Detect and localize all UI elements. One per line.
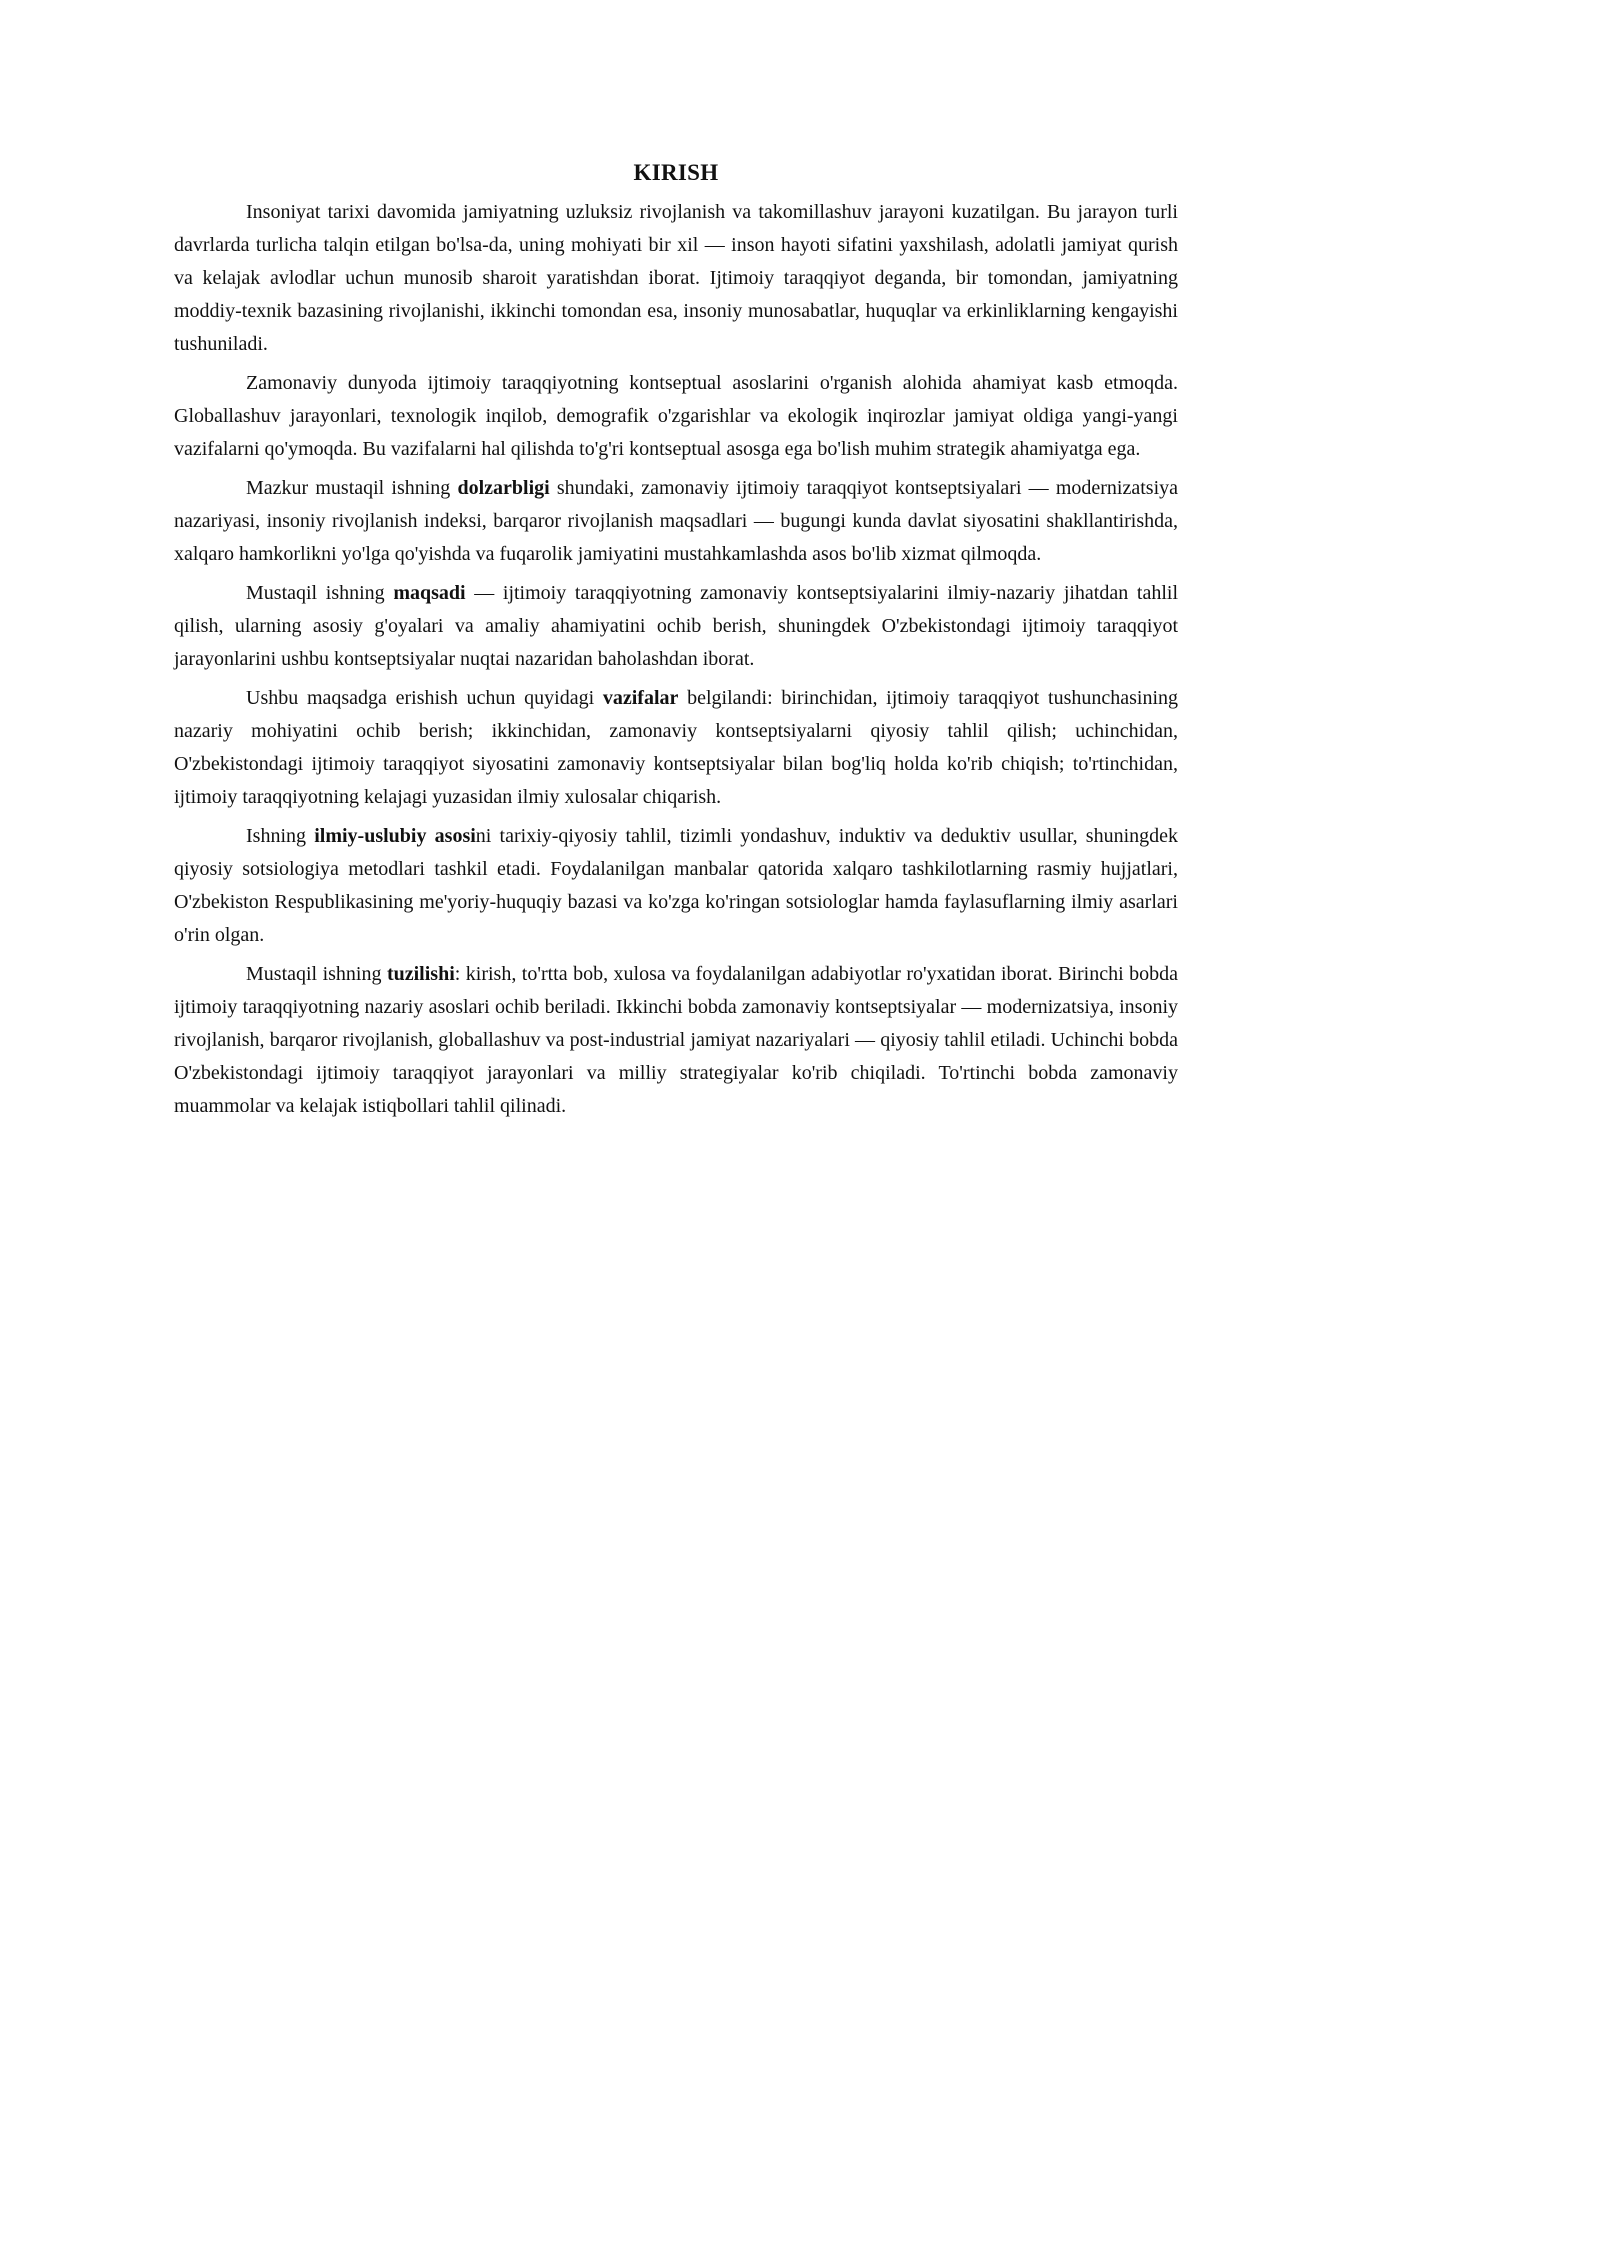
paragraph-text-before: Ushbu maqsadga erishish uchun quyidagi: [246, 687, 603, 709]
paragraph-text-after: belgilandi: birinchidan, ijtimoiy taraqqiyot tushunchasining nazariy mohiyatini ochib berish; ikkinchidan, zamonaviy kontseptsiyalarni qiyosiy tahlil qilish; uchinchidan, O'zbekistondagi ijtimoiy taraqqiyot siyosatini zamonaviy kontseptsiyalar bilan bog'liq holda ko'rib chiqish; to'rtinchidan, ijtimoiy taraqqiyotning kelajagi yuzasidan ilmiy xulosalar chiqarish.: [174, 687, 1178, 808]
paragraph-text-before: Mustaqil ishning: [246, 582, 394, 604]
paragraph-text: Insoniyat tarixi davomida jamiyatning uzluksiz rivojlanish va takomillashuv jarayoni kuzatilgan. Bu jarayon turli davrlarda turlicha talqin etilgan bo'lsa-da, uning mohiyati bir xil — inson hayoti sifatini yaxshilash, adolatli jamiyat qurish va kelajak avlodlar uchun munosib sharoit yaratishdan iborat. Ijtimoiy taraqqiyot deganda, bir tomondan, jamiyatning moddiy-texnik bazasining rivojlanishi, ikkinchi tomondan esa, insoniy munosabatlar, huquqlar va erkinliklarning kengayishi tushuniladi.: [174, 201, 1178, 355]
paragraph-text-before: Ishning: [246, 825, 315, 847]
paragraph-keyword: dolzarbligi: [457, 477, 550, 499]
paragraph-text-after: — ijtimoiy taraqqiyotning zamonaviy kontseptsiyalarini ilmiy-nazariy jihatdan tahlil qilish, ularning asosiy g'oyalari va amaliy ahamiyatini ochib berish, shuningdek O'zbekistondagi ijtimoiy taraqqiyot jarayonlarini ushbu kontseptsiyalar nuqtai nazaridan baholashdan iborat.: [174, 582, 1178, 670]
paragraph-maqsadi: [174, 577, 1178, 676]
paragraph-dolzarbligi: [174, 472, 1178, 571]
paragraph-vazifalar: [174, 682, 1178, 814]
paragraph-text-after: : kirish, to'rtta bob, xulosa va foydalanilgan adabiyotlar ro'yxatidan iborat. Birinchi bobda ijtimoiy taraqqiyotning nazariy asoslari ochib beriladi. Ikkinchi bobda zamonaviy kontseptsiyalar — modernizatsiya, insoniy rivojlanish, barqaror rivojlanish, globallashuv va post-industrial jamiyat nazariyalari — qiyosiy tahlil etiladi. Uchinchi bobda O'zbekistondagi ijtimoiy taraqqiyot jarayonlari va milliy strategiyalar ko'rib chiqiladi. To'rtinchi bobda zamonaviy muammolar va kelajak istiqbollari tahlil qilinadi.: [174, 963, 1178, 1117]
paragraph-tuzilishi: [174, 958, 1178, 1123]
paragraph-relevance-context: [174, 367, 1178, 466]
paragraph-keyword: vazifalar: [602, 687, 679, 709]
paragraph-text: Zamonaviy dunyoda ijtimoiy taraqqiyotning kontseptual asoslarini o'rganish alohida ahamiyat kasb etmoqda. Globallashuv jarayonlari, texnologik inqilob, demografik o'zgarishlar va ekologik inqirozlar jamiyat oldiga yangi-yangi vazifalarni qo'ymoqda. Bu vazifalarni hal qilishda to'g'ri kontseptual asosga ega bo'lish muhim strategik ahamiyatga ega.: [174, 372, 1178, 460]
paragraph-ilmiy-uslubiy-asosi: [174, 820, 1178, 952]
paragraph-text-before: Mustaqil ishning: [246, 963, 387, 985]
paragraph-text-after: ni tarixiy-qiyosiy tahlil, tizimli yondashuv, induktiv va deduktiv usullar, shuningdek qiyosiy sotsiologiya metodlari tashkil etadi. Foydalanilgan manbalar qatorida xalqaro tashkilotlarning rasmiy hujjatlari, O'zbekiston Respublikasining me'yoriy-huquqiy bazasi va ko'zga ko'ringan sotsiologlar hamda faylasuflarning ilmiy asarlari o'rin olgan.: [174, 825, 1179, 946]
paragraph-keyword: ilmiy-uslubiy asosi: [314, 825, 476, 847]
paragraph-intro: [174, 196, 1178, 361]
document-page: [174, 158, 1178, 1129]
paragraph-keyword: tuzilishi: [386, 963, 455, 985]
paragraph-keyword: maqsadi: [393, 582, 466, 604]
paragraph-text-before: Mazkur mustaqil ishning: [246, 477, 458, 499]
page-title: KIRISH: [633, 160, 719, 185]
paragraph-text-after: shundaki, zamonaviy ijtimoiy taraqqiyot kontseptsiyalari — modernizatsiya nazariyasi, insoniy rivojlanish indeksi, barqaror rivojlanish maqsadlari — bugungi kunda davlat siyosatini shakllantirishda, xalqaro hamkorlikni yo'lga qo'yishda va fuqarolik jamiyatini mustahkamlashda asos bo'lib xizmat qilmoqda.: [174, 477, 1179, 565]
